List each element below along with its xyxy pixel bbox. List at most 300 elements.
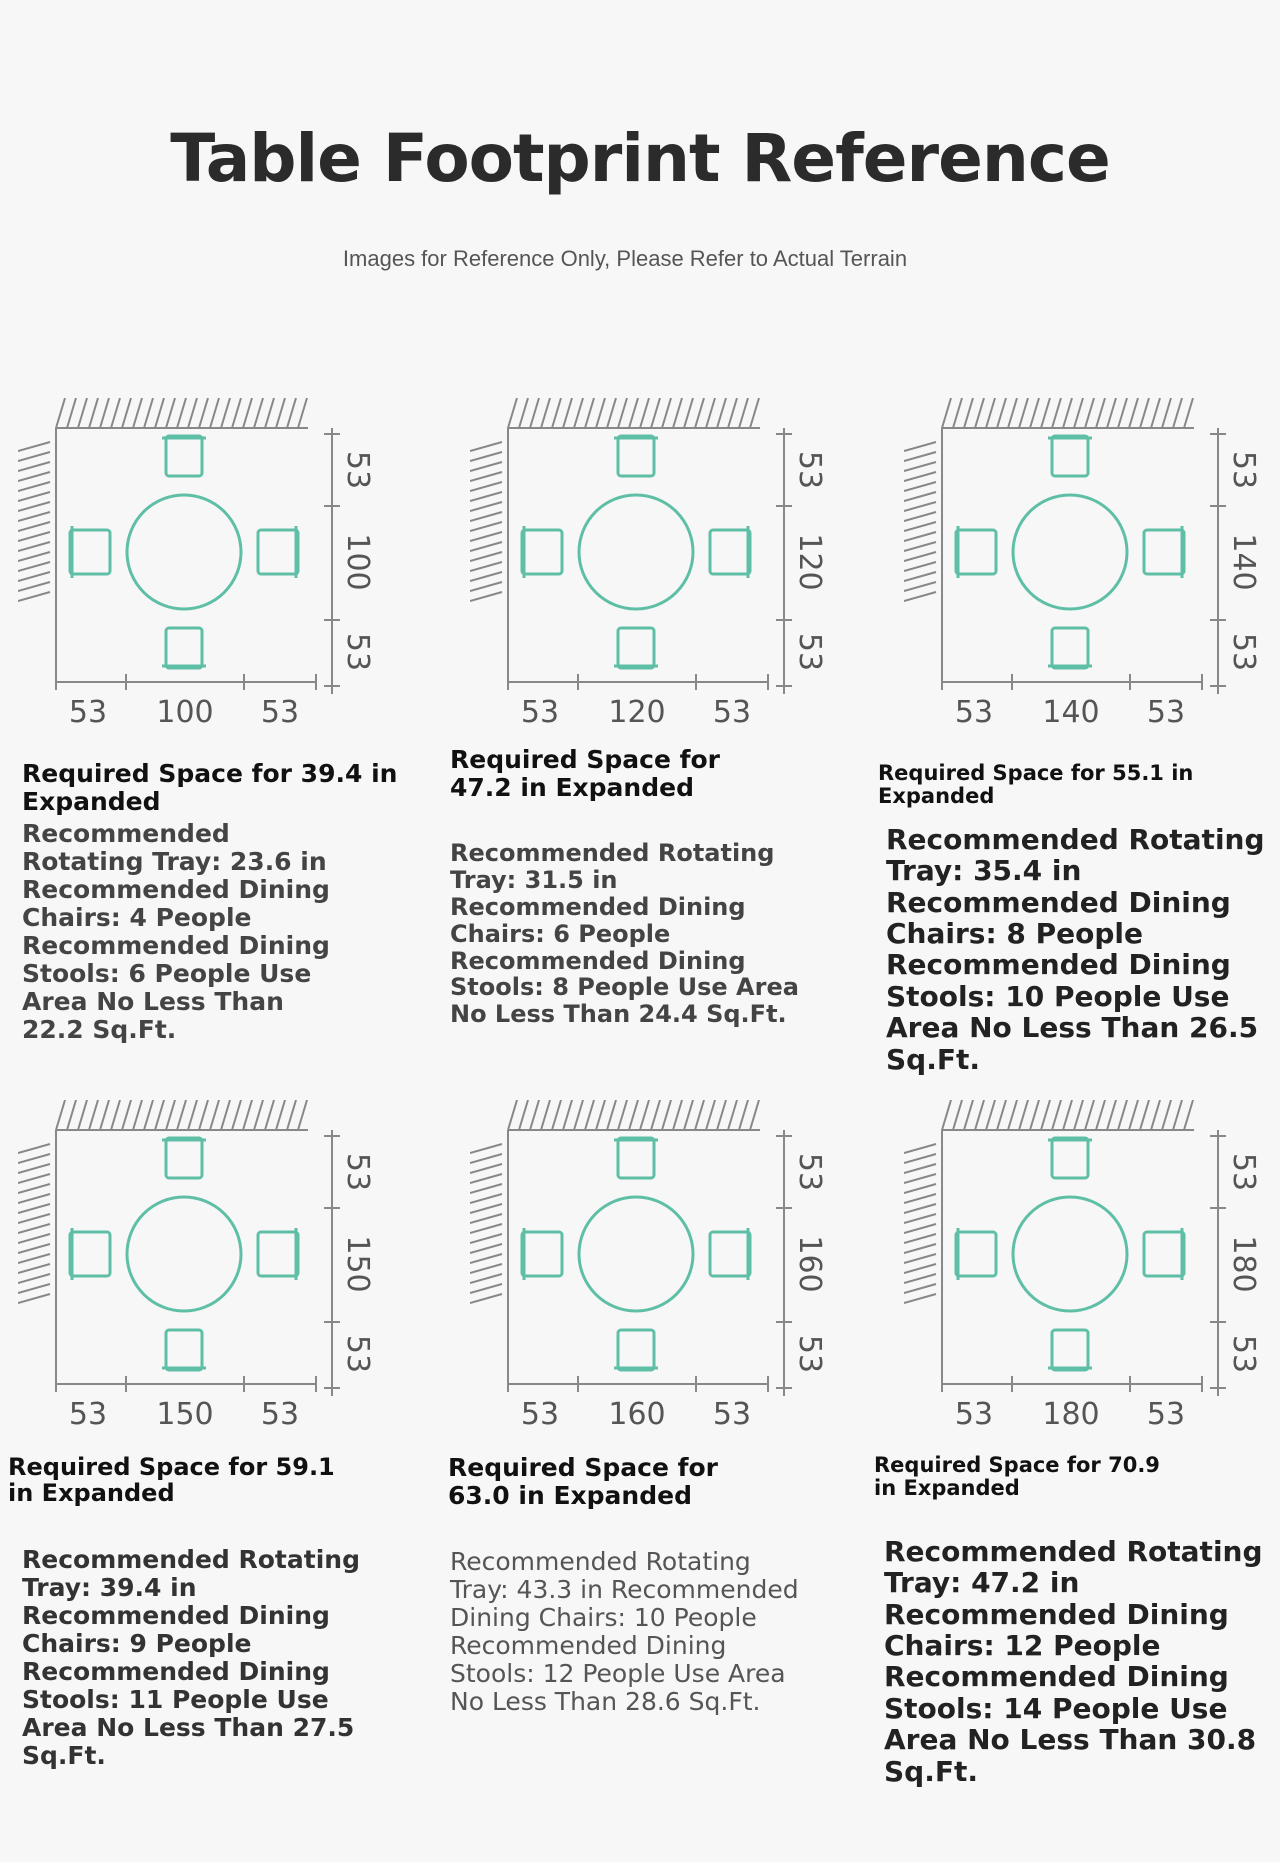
chair-right: [1144, 1232, 1184, 1276]
chair-top: [1052, 1138, 1088, 1178]
hatch-line: [904, 1144, 936, 1153]
chair-bottom: [1052, 628, 1088, 668]
hatch-line: [276, 1100, 285, 1130]
hatch-line: [1162, 398, 1171, 428]
hatch-line: [243, 1100, 252, 1130]
chair-right: [710, 530, 750, 574]
hatch-line: [470, 1294, 502, 1303]
dimension-label: 53: [792, 1152, 827, 1192]
hatch-line: [1107, 398, 1116, 428]
dimension-label: 180: [1226, 1235, 1261, 1293]
dimension-label: 160: [792, 1235, 827, 1293]
dimension-label: 53: [1226, 632, 1261, 672]
hatch-line: [221, 398, 230, 428]
hatch-line: [298, 1100, 307, 1130]
dimension-label: 160: [608, 1397, 666, 1430]
dimension-label: 53: [792, 1334, 827, 1374]
hatch-line: [133, 1100, 142, 1130]
hatch-line: [986, 1100, 995, 1130]
hatch-line: [221, 1100, 230, 1130]
wall-hatching-top: [508, 1100, 759, 1130]
hatch-line: [18, 572, 50, 581]
round-table: [1013, 1197, 1127, 1311]
footprint-diagram: [18, 1100, 378, 1430]
chair-left: [956, 1232, 996, 1276]
hatch-line: [1085, 1100, 1094, 1130]
hatch-line: [1019, 1100, 1028, 1130]
hatch-line: [1184, 1100, 1193, 1130]
hatch-line: [1173, 1100, 1182, 1130]
page-subtitle: Images for Reference Only, Please Refer to Actual Terrain: [342, 246, 908, 271]
hatch-line: [904, 592, 936, 601]
hatch-line: [651, 398, 660, 428]
page-title: Table Footprint Reference: [170, 120, 1110, 197]
hatch-line: [904, 462, 936, 471]
chair-left: [70, 1232, 110, 1276]
wall-hatching-left: [904, 1144, 936, 1303]
chair-top: [618, 1138, 654, 1178]
hatch-line: [750, 1100, 759, 1130]
hatch-line: [618, 398, 627, 428]
hatch-line: [519, 398, 528, 428]
dimension-label: 53: [1146, 1397, 1186, 1430]
hatch-line: [596, 1100, 605, 1130]
hatch-line: [904, 1194, 936, 1203]
hatch-line: [470, 542, 502, 551]
card-description: Recommended Rotating Tray: 35.4 in Recommended Dining Chairs: 8 People Recommended Dining Stools: 10 People Use Area No Less Than 26.5 Sq.Ft.: [886, 823, 1265, 1076]
hatch-line: [673, 1100, 682, 1130]
hatch-line: [1162, 1100, 1171, 1130]
round-table: [127, 495, 241, 609]
hatch-line: [210, 1100, 219, 1130]
hatch-line: [56, 398, 65, 428]
hatch-line: [904, 1234, 936, 1243]
hatch-line: [739, 1100, 748, 1130]
dimension-label: 100: [156, 695, 214, 728]
hatch-line: [18, 462, 50, 471]
hatch-line: [904, 492, 936, 501]
footprint-diagram: [470, 1100, 830, 1430]
hatch-line: [1041, 1100, 1050, 1130]
wall-hatching-left: [470, 442, 502, 601]
dimension-label: 140: [1226, 533, 1261, 591]
hatch-line: [552, 398, 561, 428]
dimension-label: 53: [954, 1397, 994, 1430]
round-table: [127, 1197, 241, 1311]
hatch-line: [904, 1204, 936, 1213]
hatch-line: [276, 398, 285, 428]
hatch-line: [997, 398, 1006, 428]
hatch-line: [18, 1284, 50, 1293]
dimension-label: 140: [1042, 695, 1100, 728]
hatch-line: [953, 398, 962, 428]
hatch-line: [287, 398, 296, 428]
hatch-line: [470, 572, 502, 581]
hatch-line: [18, 1264, 50, 1273]
card-heading: Required Space for 55.1 in Expanded: [878, 761, 1194, 809]
hatch-line: [470, 1214, 502, 1223]
dimension-label: 53: [712, 1397, 752, 1430]
hatch-line: [232, 398, 241, 428]
hatch-line: [18, 582, 50, 591]
dimension-label: 53: [340, 450, 375, 490]
hatch-line: [904, 1184, 936, 1193]
hatch-line: [1184, 398, 1193, 428]
hatch-line: [662, 398, 671, 428]
hatch-line: [188, 398, 197, 428]
card-heading: Required Space for 47.2 in Expanded: [450, 745, 720, 802]
hatch-line: [717, 398, 726, 428]
hatch-line: [904, 1284, 936, 1293]
hatch-line: [232, 1100, 241, 1130]
hatch-line: [18, 442, 50, 451]
hatch-line: [18, 522, 50, 531]
hatch-line: [1151, 1100, 1160, 1130]
hatch-line: [1129, 398, 1138, 428]
hatch-line: [18, 1274, 50, 1283]
card-description: Recommended Rotating Tray: 23.6 in Recommended Dining Chairs: 4 People Recommended Dining Stools: 6 People Use Area No Less Than 22.2 Sq.Ft.: [22, 819, 330, 1044]
chair-top: [1052, 436, 1088, 476]
hatch-line: [188, 1100, 197, 1130]
chair-left: [522, 530, 562, 574]
hatch-line: [1052, 1100, 1061, 1130]
hatch-line: [986, 398, 995, 428]
dimension-label: 53: [1226, 1152, 1261, 1192]
chair-right: [1144, 530, 1184, 574]
hatch-line: [470, 1144, 502, 1153]
dimension-label: 53: [792, 632, 827, 672]
hatch-line: [706, 398, 715, 428]
hatch-line: [750, 398, 759, 428]
hatch-line: [1063, 1100, 1072, 1130]
card-heading: Required Space for 39.4 in Expanded: [22, 759, 398, 816]
hatch-line: [673, 398, 682, 428]
hatch-line: [470, 1224, 502, 1233]
hatch-line: [1041, 398, 1050, 428]
hatch-line: [684, 398, 693, 428]
hatch-line: [177, 1100, 186, 1130]
hatch-line: [904, 1294, 936, 1303]
wall-hatching-top: [942, 1100, 1193, 1130]
hatch-line: [177, 398, 186, 428]
hatch-line: [640, 1100, 649, 1130]
dimension-label: 53: [340, 1152, 375, 1192]
hatch-line: [133, 398, 142, 428]
hatch-line: [470, 1234, 502, 1243]
hatch-line: [530, 1100, 539, 1130]
hatch-line: [904, 472, 936, 481]
dimension-label: 120: [608, 695, 666, 728]
hatch-line: [904, 1224, 936, 1233]
hatch-line: [541, 398, 550, 428]
hatch-line: [470, 472, 502, 481]
hatch-line: [18, 1194, 50, 1203]
dimension-label: 53: [520, 695, 560, 728]
hatch-line: [199, 1100, 208, 1130]
hatch-line: [470, 592, 502, 601]
hatch-line: [1063, 398, 1072, 428]
hatch-line: [574, 1100, 583, 1130]
hatch-line: [717, 1100, 726, 1130]
chair-right: [258, 530, 298, 574]
hatch-line: [1052, 398, 1061, 428]
chair-left: [70, 530, 110, 574]
hatch-line: [607, 398, 616, 428]
hatch-line: [530, 398, 539, 428]
hatch-line: [18, 482, 50, 491]
hatch-line: [18, 1154, 50, 1163]
hatch-line: [18, 1174, 50, 1183]
round-table: [579, 495, 693, 609]
hatch-line: [18, 542, 50, 551]
hatch-line: [1074, 1100, 1083, 1130]
hatch-line: [904, 522, 936, 531]
hatch-line: [1129, 1100, 1138, 1130]
hatch-line: [470, 1284, 502, 1293]
dimension-label: 150: [156, 1397, 214, 1430]
chair-bottom: [618, 628, 654, 668]
hatch-line: [18, 1294, 50, 1303]
wall-hatching-left: [18, 1144, 50, 1303]
chair-top: [618, 436, 654, 476]
hatch-line: [67, 398, 76, 428]
hatch-line: [904, 1244, 936, 1253]
hatch-line: [18, 1204, 50, 1213]
hatch-line: [1096, 398, 1105, 428]
hatch-line: [470, 1194, 502, 1203]
hatch-line: [964, 398, 973, 428]
hatch-line: [470, 562, 502, 571]
hatch-line: [904, 1264, 936, 1273]
hatch-line: [563, 398, 572, 428]
hatch-line: [18, 1214, 50, 1223]
hatch-line: [618, 1100, 627, 1130]
dimension-label: 53: [68, 1397, 108, 1430]
hatch-line: [287, 1100, 296, 1130]
card-description: Recommended Rotating Tray: 31.5 in Recommended Dining Chairs: 6 People Recommended Dining Stools: 8 People Use Area No Less Than 24.4 Sq.Ft.: [450, 839, 799, 1029]
hatch-line: [904, 1154, 936, 1163]
hatch-line: [254, 398, 263, 428]
hatch-line: [640, 398, 649, 428]
hatch-line: [1173, 398, 1182, 428]
dimension-label: 150: [340, 1235, 375, 1293]
hatch-line: [100, 1100, 109, 1130]
chair-left: [956, 530, 996, 574]
hatch-line: [629, 398, 638, 428]
hatch-line: [1118, 1100, 1127, 1130]
hatch-line: [1008, 1100, 1017, 1130]
hatch-line: [89, 1100, 98, 1130]
hatch-line: [904, 442, 936, 451]
card-description: Recommended Rotating Tray: 43.3 in Recommended Dining Chairs: 10 People Recommended Dining Stools: 12 People Use Area No Less Than 28.6 Sq.Ft.: [450, 1547, 799, 1716]
hatch-line: [166, 398, 175, 428]
hatch-line: [243, 398, 252, 428]
hatch-line: [942, 1100, 951, 1130]
hatch-line: [470, 1164, 502, 1173]
chair-left: [522, 1232, 562, 1276]
hatch-line: [470, 522, 502, 531]
hatch-line: [904, 512, 936, 521]
hatch-line: [904, 1254, 936, 1263]
hatch-line: [739, 398, 748, 428]
dimension-label: 53: [68, 695, 108, 728]
hatch-line: [470, 462, 502, 471]
hatch-line: [18, 512, 50, 521]
hatch-line: [662, 1100, 671, 1130]
round-table: [579, 1197, 693, 1311]
hatch-line: [470, 1254, 502, 1263]
hatch-line: [904, 532, 936, 541]
hatch-line: [18, 562, 50, 571]
hatch-line: [470, 1274, 502, 1283]
hatch-line: [1030, 1100, 1039, 1130]
hatch-line: [100, 398, 109, 428]
chair-top: [166, 1138, 202, 1178]
hatch-line: [964, 1100, 973, 1130]
hatch-line: [728, 1100, 737, 1130]
hatch-line: [470, 1244, 502, 1253]
hatch-line: [18, 552, 50, 561]
hatch-line: [1107, 1100, 1116, 1130]
dimension-label: 53: [260, 695, 300, 728]
hatch-line: [470, 1264, 502, 1273]
hatch-line: [254, 1100, 263, 1130]
hatch-line: [1118, 398, 1127, 428]
hatch-line: [1019, 398, 1028, 428]
hatch-line: [18, 502, 50, 511]
hatch-line: [18, 472, 50, 481]
hatch-line: [1140, 1100, 1149, 1130]
hatch-line: [470, 1184, 502, 1193]
card-heading: Required Space for 70.9 in Expanded: [874, 1453, 1160, 1501]
hatch-line: [508, 1100, 517, 1130]
hatch-line: [508, 398, 517, 428]
chair-bottom: [166, 1330, 202, 1370]
dimension-label: 53: [340, 632, 375, 672]
dimension-label: 53: [520, 1397, 560, 1430]
hatch-line: [563, 1100, 572, 1130]
hatch-line: [695, 1100, 704, 1130]
hatch-line: [953, 1100, 962, 1130]
hatch-line: [904, 552, 936, 561]
hatch-line: [470, 532, 502, 541]
hatch-line: [166, 1100, 175, 1130]
wall-hatching-left: [470, 1144, 502, 1303]
hatch-line: [67, 1100, 76, 1130]
hatch-line: [1151, 398, 1160, 428]
chair-bottom: [1052, 1330, 1088, 1370]
footprint-diagram: [470, 398, 830, 728]
hatch-line: [904, 502, 936, 511]
hatch-line: [942, 398, 951, 428]
dimension-label: 53: [954, 695, 994, 728]
hatch-line: [629, 1100, 638, 1130]
dimension-label: 100: [340, 533, 375, 591]
hatch-line: [585, 398, 594, 428]
footprint-diagram: [904, 1100, 1264, 1430]
hatch-line: [1008, 398, 1017, 428]
hatch-line: [18, 452, 50, 461]
hatch-line: [904, 582, 936, 591]
wall-hatching-left: [904, 442, 936, 601]
round-table: [1013, 495, 1127, 609]
hatch-line: [78, 398, 87, 428]
hatch-line: [541, 1100, 550, 1130]
dimension-label: 53: [1146, 695, 1186, 728]
dimension-label: 53: [260, 1397, 300, 1430]
hatch-line: [728, 398, 737, 428]
wall-hatching-top: [508, 398, 759, 428]
dimension-label: 120: [792, 533, 827, 591]
hatch-line: [18, 1164, 50, 1173]
hatch-line: [18, 532, 50, 541]
hatch-line: [470, 512, 502, 521]
hatch-line: [470, 492, 502, 501]
hatch-line: [607, 1100, 616, 1130]
hatch-line: [18, 1184, 50, 1193]
hatch-line: [155, 398, 164, 428]
hatch-line: [18, 492, 50, 501]
hatch-line: [997, 1100, 1006, 1130]
chair-bottom: [618, 1330, 654, 1370]
wall-hatching-left: [18, 442, 50, 601]
hatch-line: [975, 1100, 984, 1130]
chair-right: [258, 1232, 298, 1276]
hatch-line: [265, 1100, 274, 1130]
hatch-line: [904, 1174, 936, 1183]
hatch-line: [122, 1100, 131, 1130]
chair-bottom: [166, 628, 202, 668]
hatch-line: [56, 1100, 65, 1130]
hatch-line: [470, 482, 502, 491]
card-description: Recommended Rotating Tray: 39.4 in Recommended Dining Chairs: 9 People Recommended Dining Stools: 11 People Use Area No Less Than 27.5 Sq.Ft.: [22, 1545, 360, 1770]
hatch-line: [470, 442, 502, 451]
hatch-line: [904, 542, 936, 551]
hatch-line: [18, 1224, 50, 1233]
hatch-line: [596, 398, 605, 428]
hatch-line: [574, 398, 583, 428]
hatch-line: [470, 1174, 502, 1183]
hatch-line: [904, 452, 936, 461]
card-heading: Required Space for 59.1 in Expanded: [8, 1453, 335, 1508]
hatch-line: [144, 398, 153, 428]
dimension-label: 53: [1226, 450, 1261, 490]
hatch-line: [904, 562, 936, 571]
dimension-label: 53: [1226, 1334, 1261, 1374]
hatch-line: [470, 1154, 502, 1163]
hatch-line: [695, 398, 704, 428]
hatch-line: [585, 1100, 594, 1130]
chair-top: [166, 436, 202, 476]
hatch-line: [144, 1100, 153, 1130]
hatch-line: [904, 1164, 936, 1173]
hatch-line: [199, 398, 208, 428]
wall-hatching-top: [56, 398, 307, 428]
hatch-line: [651, 1100, 660, 1130]
hatch-line: [18, 1144, 50, 1153]
hatch-line: [111, 1100, 120, 1130]
hatch-line: [975, 398, 984, 428]
chair-right: [710, 1232, 750, 1276]
hatch-line: [904, 1274, 936, 1283]
hatch-line: [904, 482, 936, 491]
dimension-label: 53: [340, 1334, 375, 1374]
hatch-line: [155, 1100, 164, 1130]
hatch-line: [1140, 398, 1149, 428]
wall-hatching-top: [56, 1100, 307, 1130]
hatch-line: [706, 1100, 715, 1130]
wall-hatching-top: [942, 398, 1193, 428]
